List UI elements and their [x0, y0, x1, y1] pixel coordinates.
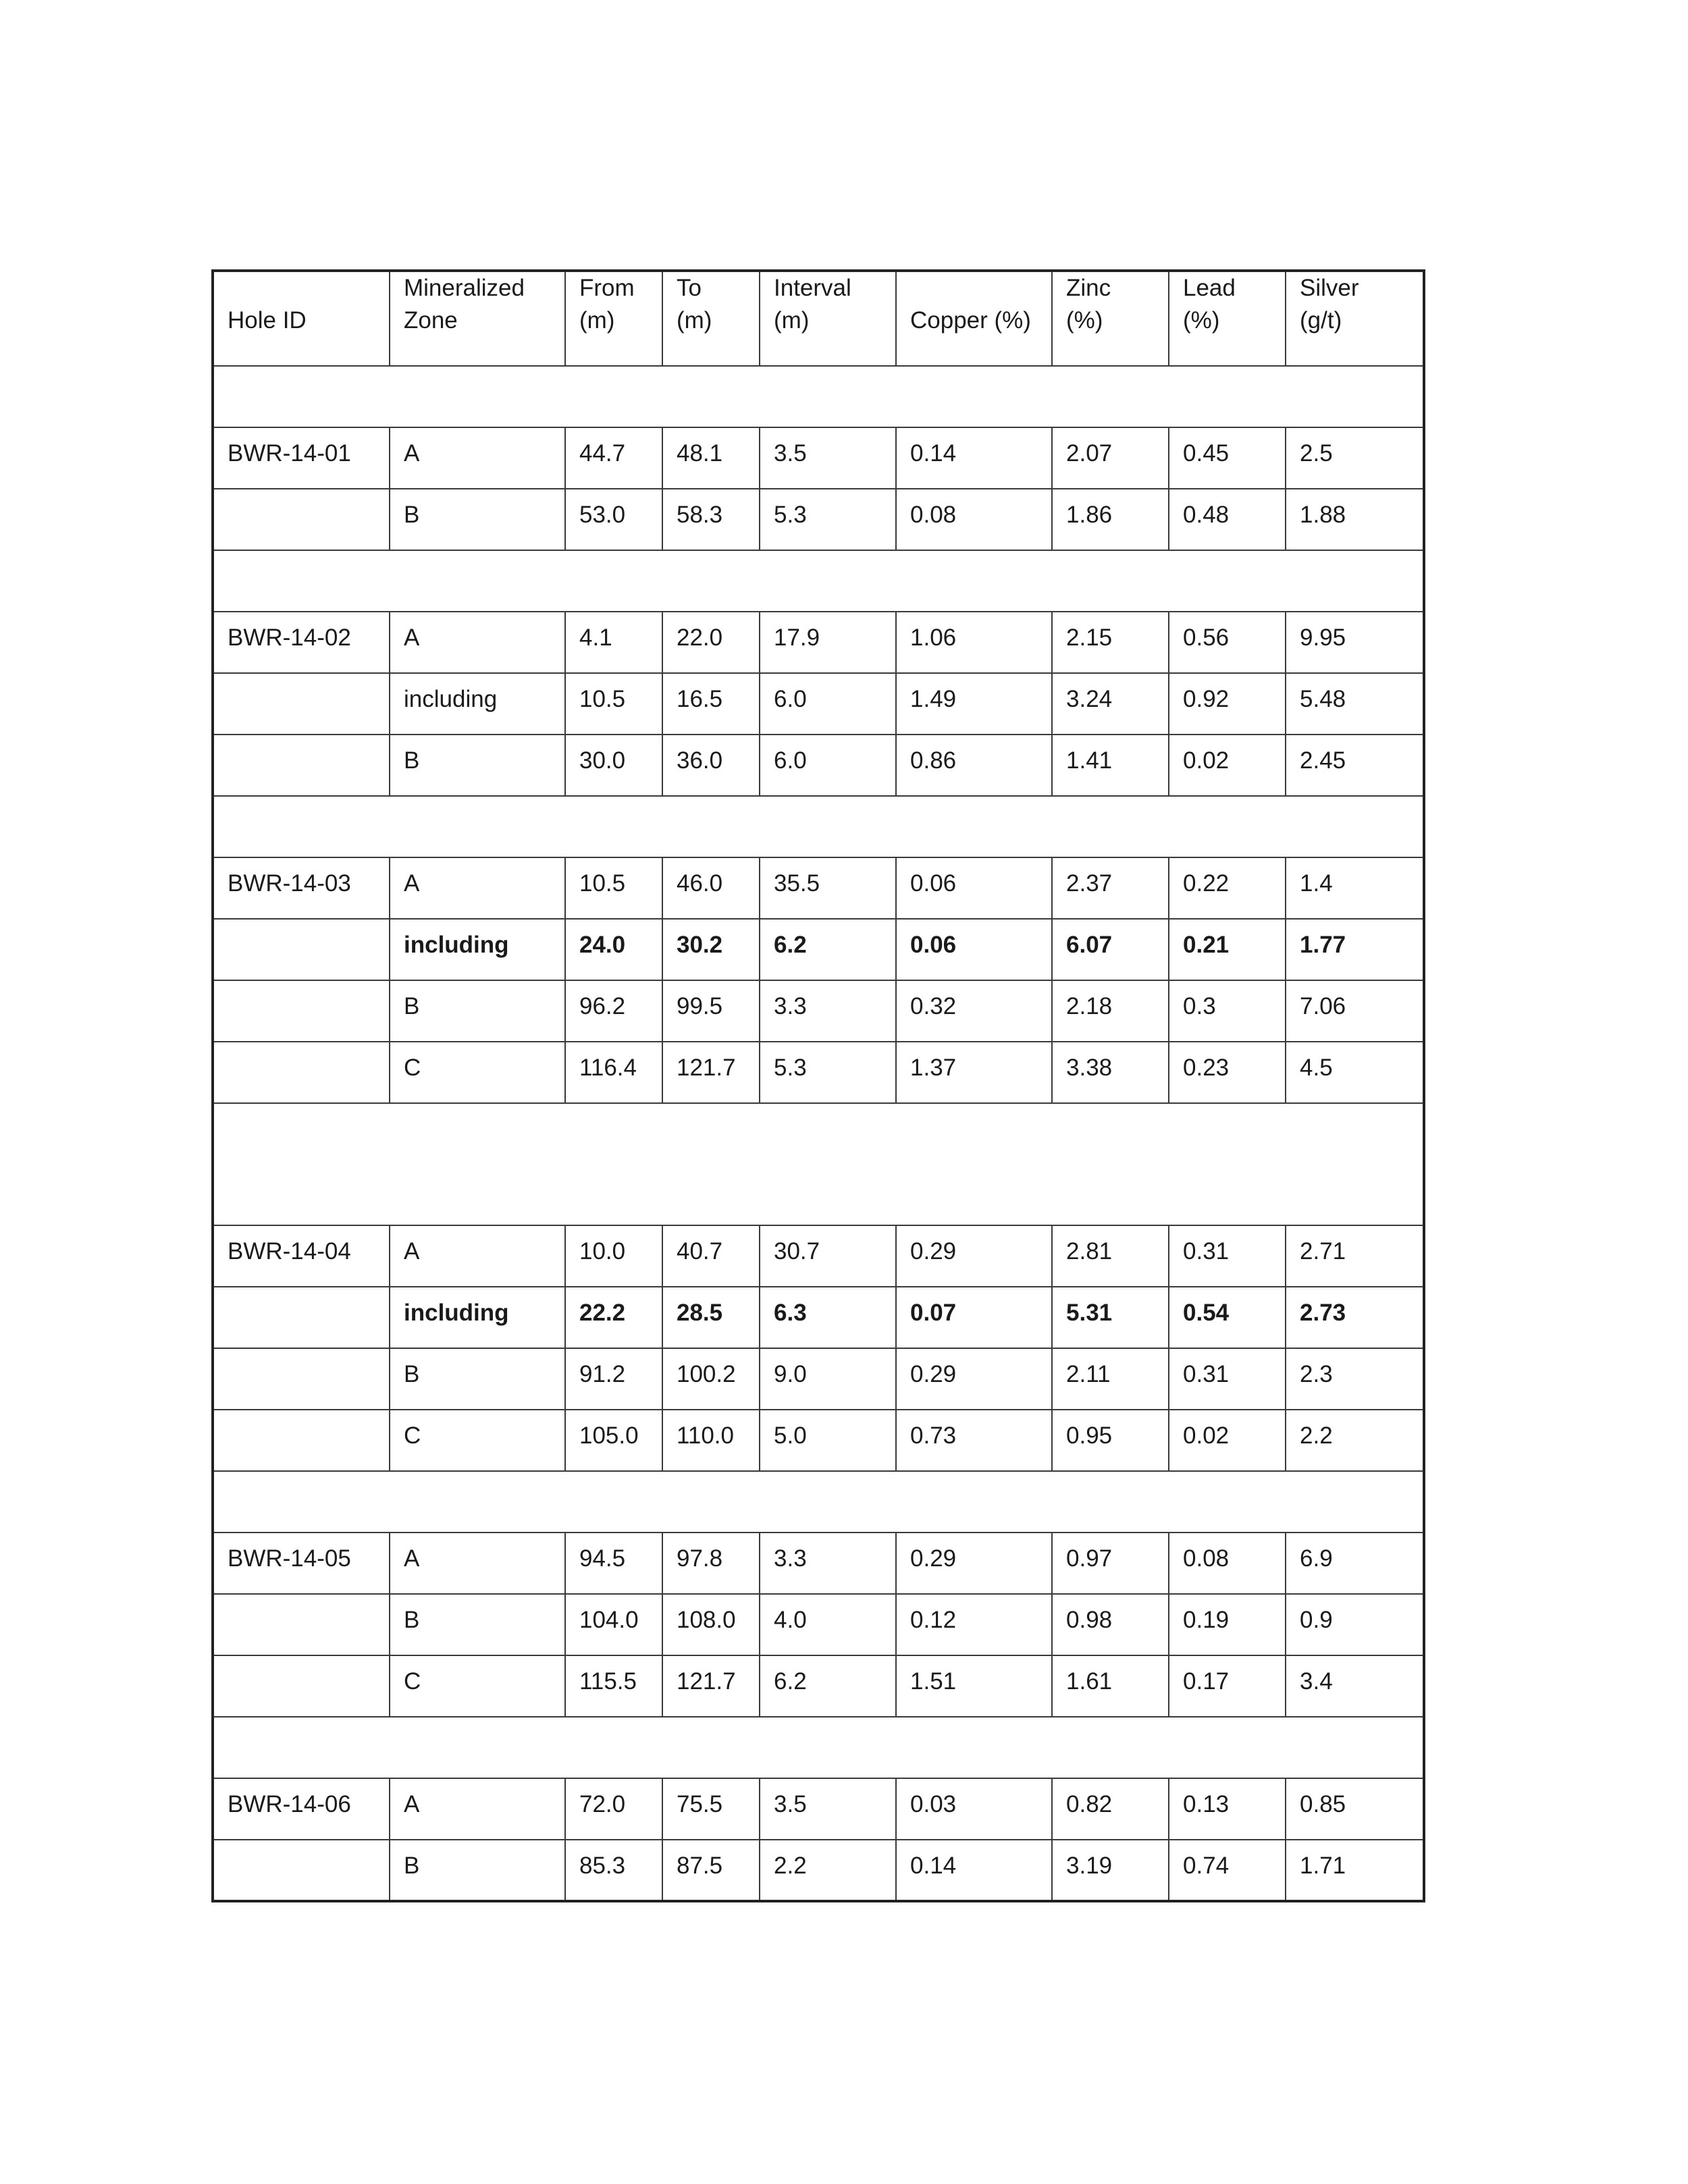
- cell-copper-pct: 1.49: [896, 673, 1052, 735]
- cell-to-m: 121.7: [662, 1655, 760, 1717]
- cell-copper-pct: 0.32: [896, 980, 1052, 1042]
- cell-lead-pct: 0.02: [1169, 735, 1286, 796]
- table-row: [213, 1410, 1424, 1471]
- cell-interval-m: 17.9: [760, 612, 896, 673]
- column-header-from-m: [565, 271, 662, 366]
- cell-zinc-pct: 2.37: [1052, 857, 1169, 919]
- cell-silver-gt: 9.95: [1286, 612, 1424, 673]
- cell-zinc-pct: 2.15: [1052, 612, 1169, 673]
- cell-interval-m: 6.2: [760, 919, 896, 980]
- column-header-line: (m): [677, 307, 712, 334]
- cell-zinc-pct: 0.95: [1052, 1410, 1169, 1471]
- cell-interval-m: 3.5: [760, 1778, 896, 1840]
- cell-lead-pct: 0.92: [1169, 673, 1286, 735]
- cell-zinc-pct: 2.11: [1052, 1348, 1169, 1410]
- cell-copper-pct: 0.86: [896, 735, 1052, 796]
- table-spacer-row: [213, 550, 1424, 612]
- cell-from-m: 115.5: [565, 1655, 662, 1717]
- cell-lead-pct: 0.02: [1169, 1410, 1286, 1471]
- cell-silver-gt: 2.73: [1286, 1287, 1424, 1348]
- cell-lead-pct: 0.48: [1169, 489, 1286, 550]
- cell-mineralized-zone: A: [390, 1533, 565, 1594]
- table-row: [213, 1225, 1424, 1287]
- cell-mineralized-zone: A: [390, 857, 565, 919]
- column-header-line: Lead: [1183, 275, 1236, 301]
- cell-lead-pct: 0.74: [1169, 1840, 1286, 1901]
- cell-copper-pct: 0.14: [896, 1840, 1052, 1901]
- table-row: [213, 735, 1424, 796]
- cell-hole-id: [213, 1287, 390, 1348]
- cell-to-m: 121.7: [662, 1042, 760, 1103]
- column-header-line: (%): [1183, 307, 1220, 334]
- table-row: [213, 427, 1424, 489]
- cell-to-m: 48.1: [662, 427, 760, 489]
- table-row: [213, 612, 1424, 673]
- cell-to-m: 108.0: [662, 1594, 760, 1655]
- spacer-cell: [213, 550, 1424, 612]
- cell-to-m: 28.5: [662, 1287, 760, 1348]
- cell-mineralized-zone: C: [390, 1655, 565, 1717]
- column-header-zinc-pct: [1052, 271, 1169, 366]
- column-header-line: Zinc: [1066, 275, 1111, 301]
- table-row: [213, 1840, 1424, 1901]
- cell-hole-id: [213, 1594, 390, 1655]
- cell-interval-m: 9.0: [760, 1348, 896, 1410]
- column-header-line: Silver: [1300, 275, 1359, 301]
- table-spacer-row: [213, 366, 1424, 427]
- spacer-cell: [213, 796, 1424, 857]
- cell-hole-id: [213, 980, 390, 1042]
- cell-to-m: 36.0: [662, 735, 760, 796]
- cell-lead-pct: 0.21: [1169, 919, 1286, 980]
- column-header-mineralized-zone: [390, 271, 565, 366]
- cell-to-m: 100.2: [662, 1348, 760, 1410]
- cell-interval-m: 30.7: [760, 1225, 896, 1287]
- cell-zinc-pct: 2.81: [1052, 1225, 1169, 1287]
- cell-copper-pct: 1.51: [896, 1655, 1052, 1717]
- column-header-line: From: [579, 275, 635, 301]
- cell-to-m: 30.2: [662, 919, 760, 980]
- cell-zinc-pct: 1.86: [1052, 489, 1169, 550]
- cell-hole-id: [213, 735, 390, 796]
- cell-mineralized-zone: including: [390, 919, 565, 980]
- cell-mineralized-zone: B: [390, 735, 565, 796]
- cell-silver-gt: 2.3: [1286, 1348, 1424, 1410]
- table-spacer-row: [213, 1471, 1424, 1533]
- cell-silver-gt: 0.9: [1286, 1594, 1424, 1655]
- column-header-line: [228, 272, 375, 304]
- table-row: [213, 1348, 1424, 1410]
- cell-copper-pct: 0.03: [896, 1778, 1052, 1840]
- cell-hole-id: [213, 1410, 390, 1471]
- cell-from-m: 22.2: [565, 1287, 662, 1348]
- column-header-line: Copper (%): [910, 307, 1031, 334]
- cell-lead-pct: 0.13: [1169, 1778, 1286, 1840]
- column-header-line: (%): [1066, 307, 1103, 334]
- cell-zinc-pct: 3.19: [1052, 1840, 1169, 1901]
- cell-zinc-pct: 0.97: [1052, 1533, 1169, 1594]
- cell-zinc-pct: 0.82: [1052, 1778, 1169, 1840]
- cell-interval-m: 6.0: [760, 735, 896, 796]
- cell-copper-pct: 0.12: [896, 1594, 1052, 1655]
- cell-hole-id: [213, 1655, 390, 1717]
- cell-hole-id: [213, 489, 390, 550]
- cell-copper-pct: 0.06: [896, 857, 1052, 919]
- table-header-row: [213, 271, 1424, 366]
- column-header-line: (m): [774, 307, 810, 334]
- column-header-interval-m: [760, 271, 896, 366]
- cell-lead-pct: 0.31: [1169, 1348, 1286, 1410]
- cell-zinc-pct: 2.07: [1052, 427, 1169, 489]
- table-row: [213, 1533, 1424, 1594]
- cell-mineralized-zone: A: [390, 1778, 565, 1840]
- cell-silver-gt: 2.71: [1286, 1225, 1424, 1287]
- cell-to-m: 46.0: [662, 857, 760, 919]
- cell-interval-m: 5.0: [760, 1410, 896, 1471]
- cell-from-m: 104.0: [565, 1594, 662, 1655]
- cell-silver-gt: 2.45: [1286, 735, 1424, 796]
- cell-zinc-pct: 3.24: [1052, 673, 1169, 735]
- cell-to-m: 40.7: [662, 1225, 760, 1287]
- cell-interval-m: 3.3: [760, 980, 896, 1042]
- cell-lead-pct: 0.54: [1169, 1287, 1286, 1348]
- cell-mineralized-zone: C: [390, 1042, 565, 1103]
- cell-zinc-pct: 0.98: [1052, 1594, 1169, 1655]
- cell-hole-id: BWR-14-02: [213, 612, 390, 673]
- column-header-copper-pct: [896, 271, 1052, 366]
- cell-from-m: 72.0: [565, 1778, 662, 1840]
- cell-copper-pct: 0.08: [896, 489, 1052, 550]
- cell-mineralized-zone: including: [390, 1287, 565, 1348]
- cell-copper-pct: 0.29: [896, 1533, 1052, 1594]
- cell-mineralized-zone: B: [390, 1348, 565, 1410]
- cell-from-m: 105.0: [565, 1410, 662, 1471]
- cell-silver-gt: 7.06: [1286, 980, 1424, 1042]
- cell-from-m: 10.0: [565, 1225, 662, 1287]
- cell-silver-gt: 2.5: [1286, 427, 1424, 489]
- cell-mineralized-zone: B: [390, 489, 565, 550]
- cell-from-m: 4.1: [565, 612, 662, 673]
- cell-silver-gt: 3.4: [1286, 1655, 1424, 1717]
- table-row: [213, 489, 1424, 550]
- cell-from-m: 24.0: [565, 919, 662, 980]
- cell-hole-id: BWR-14-05: [213, 1533, 390, 1594]
- table-spacer-row: [213, 796, 1424, 857]
- cell-hole-id: BWR-14-06: [213, 1778, 390, 1840]
- cell-lead-pct: 0.22: [1169, 857, 1286, 919]
- table-row: [213, 1042, 1424, 1103]
- cell-interval-m: 6.0: [760, 673, 896, 735]
- cell-interval-m: 5.3: [760, 1042, 896, 1103]
- cell-lead-pct: 0.31: [1169, 1225, 1286, 1287]
- cell-from-m: 94.5: [565, 1533, 662, 1594]
- cell-zinc-pct: 5.31: [1052, 1287, 1169, 1348]
- cell-to-m: 99.5: [662, 980, 760, 1042]
- cell-hole-id: [213, 919, 390, 980]
- cell-copper-pct: 0.14: [896, 427, 1052, 489]
- cell-hole-id: [213, 1348, 390, 1410]
- table-row: [213, 857, 1424, 919]
- column-header-to-m: [662, 271, 760, 366]
- cell-from-m: 10.5: [565, 673, 662, 735]
- cell-lead-pct: 0.56: [1169, 612, 1286, 673]
- column-header-line: Hole ID: [228, 307, 307, 334]
- cell-interval-m: 6.3: [760, 1287, 896, 1348]
- column-header-line: Interval: [774, 275, 851, 301]
- cell-hole-id: [213, 673, 390, 735]
- cell-from-m: 96.2: [565, 980, 662, 1042]
- table-row: [213, 1594, 1424, 1655]
- cell-silver-gt: 4.5: [1286, 1042, 1424, 1103]
- cell-zinc-pct: 3.38: [1052, 1042, 1169, 1103]
- table-row: [213, 1778, 1424, 1840]
- cell-silver-gt: 5.48: [1286, 673, 1424, 735]
- spacer-cell: [213, 1103, 1424, 1225]
- cell-copper-pct: 0.29: [896, 1348, 1052, 1410]
- cell-mineralized-zone: B: [390, 1840, 565, 1901]
- spacer-cell: [213, 366, 1424, 427]
- cell-mineralized-zone: A: [390, 427, 565, 489]
- column-header-line: (m): [579, 307, 615, 334]
- cell-from-m: 10.5: [565, 857, 662, 919]
- cell-interval-m: 5.3: [760, 489, 896, 550]
- cell-from-m: 53.0: [565, 489, 662, 550]
- cell-lead-pct: 0.19: [1169, 1594, 1286, 1655]
- cell-mineralized-zone: B: [390, 980, 565, 1042]
- cell-hole-id: BWR-14-04: [213, 1225, 390, 1287]
- cell-to-m: 58.3: [662, 489, 760, 550]
- cell-interval-m: 3.3: [760, 1533, 896, 1594]
- cell-hole-id: [213, 1042, 390, 1103]
- drill-results-table: [211, 269, 1425, 1902]
- cell-interval-m: 6.2: [760, 1655, 896, 1717]
- column-header-line: (g/t): [1300, 307, 1342, 334]
- table-row: [213, 1655, 1424, 1717]
- column-header-line: To: [677, 275, 702, 301]
- cell-hole-id: [213, 1840, 390, 1901]
- cell-copper-pct: 0.29: [896, 1225, 1052, 1287]
- spacer-cell: [213, 1471, 1424, 1533]
- cell-hole-id: BWR-14-03: [213, 857, 390, 919]
- cell-interval-m: 4.0: [760, 1594, 896, 1655]
- table-row: [213, 1287, 1424, 1348]
- cell-to-m: 16.5: [662, 673, 760, 735]
- cell-copper-pct: 0.73: [896, 1410, 1052, 1471]
- cell-to-m: 22.0: [662, 612, 760, 673]
- column-header-silver-gt: [1286, 271, 1424, 366]
- cell-lead-pct: 0.08: [1169, 1533, 1286, 1594]
- cell-mineralized-zone: A: [390, 612, 565, 673]
- cell-zinc-pct: 2.18: [1052, 980, 1169, 1042]
- table-row: [213, 980, 1424, 1042]
- cell-silver-gt: 2.2: [1286, 1410, 1424, 1471]
- cell-silver-gt: 1.71: [1286, 1840, 1424, 1901]
- cell-lead-pct: 0.23: [1169, 1042, 1286, 1103]
- table-row: [213, 673, 1424, 735]
- cell-hole-id: BWR-14-01: [213, 427, 390, 489]
- cell-interval-m: 2.2: [760, 1840, 896, 1901]
- cell-zinc-pct: 6.07: [1052, 919, 1169, 980]
- cell-mineralized-zone: A: [390, 1225, 565, 1287]
- table-row: [213, 919, 1424, 980]
- column-header-lead-pct: [1169, 271, 1286, 366]
- column-header-line: Zone: [404, 307, 458, 334]
- cell-zinc-pct: 1.61: [1052, 1655, 1169, 1717]
- cell-to-m: 97.8: [662, 1533, 760, 1594]
- column-header-line: Mineralized: [404, 275, 525, 301]
- spacer-cell: [213, 1717, 1424, 1778]
- cell-copper-pct: 0.07: [896, 1287, 1052, 1348]
- cell-lead-pct: 0.3: [1169, 980, 1286, 1042]
- cell-copper-pct: 1.06: [896, 612, 1052, 673]
- cell-mineralized-zone: C: [390, 1410, 565, 1471]
- table-spacer-row: [213, 1103, 1424, 1225]
- cell-copper-pct: 0.06: [896, 919, 1052, 980]
- cell-mineralized-zone: including: [390, 673, 565, 735]
- cell-zinc-pct: 1.41: [1052, 735, 1169, 796]
- cell-from-m: 30.0: [565, 735, 662, 796]
- column-header-hole-id: [213, 271, 390, 366]
- cell-mineralized-zone: B: [390, 1594, 565, 1655]
- cell-silver-gt: 0.85: [1286, 1778, 1424, 1840]
- cell-to-m: 75.5: [662, 1778, 760, 1840]
- cell-to-m: 87.5: [662, 1840, 760, 1901]
- cell-silver-gt: 6.9: [1286, 1533, 1424, 1594]
- cell-from-m: 116.4: [565, 1042, 662, 1103]
- cell-copper-pct: 1.37: [896, 1042, 1052, 1103]
- cell-silver-gt: 1.77: [1286, 919, 1424, 980]
- cell-silver-gt: 1.88: [1286, 489, 1424, 550]
- cell-lead-pct: 0.45: [1169, 427, 1286, 489]
- cell-silver-gt: 1.4: [1286, 857, 1424, 919]
- table-spacer-row: [213, 1717, 1424, 1778]
- cell-interval-m: 35.5: [760, 857, 896, 919]
- column-header-line: [910, 272, 1038, 304]
- cell-to-m: 110.0: [662, 1410, 760, 1471]
- cell-from-m: 91.2: [565, 1348, 662, 1410]
- cell-interval-m: 3.5: [760, 427, 896, 489]
- cell-lead-pct: 0.17: [1169, 1655, 1286, 1717]
- cell-from-m: 44.7: [565, 427, 662, 489]
- cell-from-m: 85.3: [565, 1840, 662, 1901]
